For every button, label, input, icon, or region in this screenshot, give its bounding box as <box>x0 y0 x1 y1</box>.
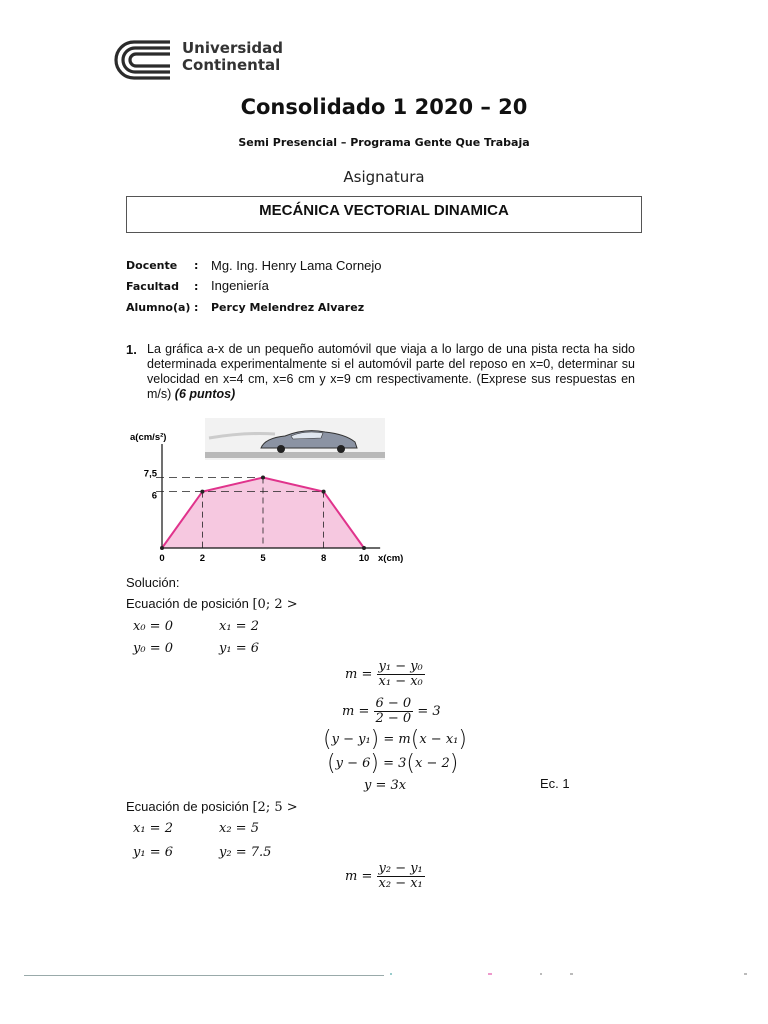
chart-x-tick-label: 8 <box>320 553 327 564</box>
s1-point-slope: (y − y₁) = m(x − x₁) <box>323 727 467 752</box>
university-name <box>182 40 283 74</box>
s1-equation-label: Ec. 1 <box>540 776 570 791</box>
s1-point-slope-sub: (y − 6) = 3(x − 2) <box>327 751 459 776</box>
section2-title-text: Ecuación de posición <box>126 799 249 814</box>
chart-point <box>200 490 204 494</box>
info-label-alumno: Alumno(a) <box>126 301 191 314</box>
chart-y-tick-label: 6 <box>151 490 157 502</box>
s1-m-num: y₁ − y₀ <box>378 659 423 674</box>
chart-point <box>160 546 164 550</box>
s1-eq1-left: y − y₁ <box>331 732 371 747</box>
s1-y1: y₁ = 6 <box>219 641 259 656</box>
s2-x1: x₁ = 2 <box>133 821 173 836</box>
s1-m2-res: = 3 <box>417 704 441 719</box>
s1-m2-den: 2 − 0 <box>375 711 412 726</box>
s1-x1: x₁ = 2 <box>219 619 259 634</box>
s1-m-lhs: m = <box>345 667 373 682</box>
info-value-docente: Mg. Ing. Henry Lama Cornejo <box>211 258 382 273</box>
s2-y2: y₂ = 7.5 <box>219 845 272 860</box>
info-value-facultad: Ingeniería <box>211 278 269 293</box>
chart-y-tick-label: 7,5 <box>143 468 157 480</box>
s1-eq2-left: y − 6 <box>335 756 371 771</box>
s1-eq1-right: x − x₁ <box>419 732 459 747</box>
info-colon: : <box>194 280 199 293</box>
chart-x-tick-label: 0 <box>159 553 165 564</box>
info-label-docente: Docente <box>126 259 178 272</box>
s1-slope-value <box>342 697 441 726</box>
s2-m-lhs: m = <box>345 869 373 884</box>
question-body: La gráfica a-x de un pequeño automóvil que viaja a lo largo de una pista recta ha sido determinada experimentalmente si el automóvil parte del reposo en x=0, determinar su velocidad en x=4 cm, x=6 cm y x=9 cm respectivamente. (Exprese sus respuestas en m/s) <box>147 342 635 401</box>
info-label-facultad: Facultad <box>126 280 179 293</box>
s2-y1: y₁ = 6 <box>133 845 173 860</box>
question-number: 1. <box>126 342 137 357</box>
page-subtitle: Semi Presencial – Programa Gente Que Trabaja <box>238 136 530 149</box>
chart-ylabel: a(cm/s²) <box>130 432 167 443</box>
asignatura-label: Asignatura <box>343 168 425 186</box>
info-colon: : <box>194 301 199 314</box>
chart-point <box>362 546 366 550</box>
s1-x0: x₀ = 0 <box>133 619 173 634</box>
chart-point <box>261 476 265 480</box>
s1-m2-num: 6 − 0 <box>375 696 412 711</box>
info-value-alumno: Percy Melendrez Alvarez <box>211 301 365 314</box>
chart-x-tick-label: 5 <box>260 553 266 564</box>
s1-eq1-mid: = m <box>383 732 411 747</box>
footer-decoration-icon <box>384 972 754 976</box>
question-text <box>147 342 635 402</box>
s1-m-den: x₁ − x₀ <box>378 674 423 689</box>
question-points: (6 puntos) <box>174 387 236 401</box>
info-colon: : <box>194 259 199 272</box>
chart-x-tick-label: 10 <box>358 553 370 564</box>
s1-m2-lhs: m = <box>342 704 370 719</box>
s1-result: y = 3x <box>364 778 407 793</box>
s2-m-num: y₂ − y₁ <box>378 861 423 876</box>
course-name: MECÁNICA VECTORIAL DINAMICA <box>259 202 509 219</box>
section2-interval: [2; 5 > <box>252 800 298 815</box>
logo-line1: Universidad <box>182 39 284 57</box>
section1-title-text: Ecuación de posición <box>126 596 249 611</box>
footer-divider <box>24 975 384 976</box>
acceleration-position-chart <box>120 420 420 570</box>
s1-eq2-right: x − 2 <box>415 756 450 771</box>
page-title: Consolidado 1 2020 – 20 <box>240 95 528 119</box>
chart-x-tick-label: 2 <box>199 553 206 564</box>
s2-x2: x₂ = 5 <box>219 821 259 836</box>
logo-line2: Continental <box>182 56 281 74</box>
course-name-box <box>126 196 642 233</box>
section2-title <box>126 799 298 815</box>
s2-m-den: x₂ − x₁ <box>378 876 423 891</box>
chart-point <box>322 490 326 494</box>
solution-heading: Solución: <box>126 575 180 590</box>
section1-title <box>126 596 298 612</box>
s1-eq2-mid: = 3 <box>383 756 407 771</box>
section1-interval: [0; 2 > <box>252 597 298 612</box>
s1-y0: y₀ = 0 <box>133 641 173 656</box>
s2-slope-formula <box>345 862 425 891</box>
chart-xlabel: x(cm) <box>378 553 404 564</box>
s1-slope-formula <box>345 660 425 689</box>
